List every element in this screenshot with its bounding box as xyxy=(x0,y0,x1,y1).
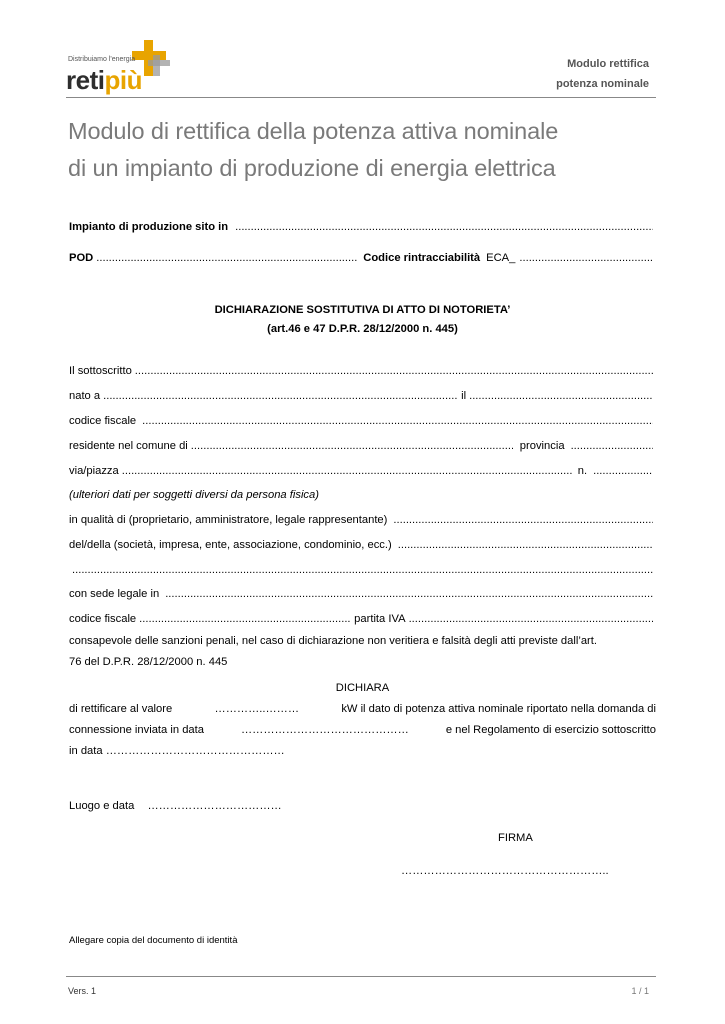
declaration-reference: (art.46 e 47 D.P.R. 28/12/2000 n. 445) xyxy=(267,323,458,335)
dichiara-text-2b: e nel Regolamento di esercizio sottoscritto xyxy=(445,724,656,736)
via-field[interactable] xyxy=(122,464,572,478)
luogo-data-field[interactable]: ……………………………… xyxy=(147,800,282,812)
partita-iva-label: partita IVA xyxy=(354,613,406,625)
sede-legale-row[interactable] xyxy=(69,585,656,601)
nato-a-label: nato a xyxy=(69,390,101,402)
dichiara-text-3a: in data xyxy=(69,745,103,757)
residente-row[interactable] xyxy=(69,437,656,453)
page-title-line-1: Modulo di rettifica della potenza attiva nominale xyxy=(68,118,559,144)
dichiara-text-2a: connessione inviata in data xyxy=(69,724,204,736)
codice-rintracciabilita-label: Codice rintracciabilità xyxy=(363,252,481,264)
allegare-note: Allegare copia del documento di identità xyxy=(69,935,238,946)
dichiara-line-2 xyxy=(69,720,656,741)
ulteriori-dati-label: (ulteriori dati per soggetti diversi da persona fisica) xyxy=(69,489,319,501)
sottoscritto-label: Il sottoscritto xyxy=(69,365,132,377)
plant-site-field[interactable] xyxy=(235,220,653,234)
codice-fiscale-field[interactable] xyxy=(142,414,653,428)
sottoscritto-row[interactable] xyxy=(69,362,656,378)
codice-fiscale-2-label: codice fiscale xyxy=(69,613,137,625)
valore-kw-field[interactable]: …………..……… xyxy=(214,703,300,715)
residente-field[interactable] xyxy=(191,439,513,453)
provincia-field[interactable] xyxy=(571,439,653,453)
qualita-row[interactable] xyxy=(69,511,656,527)
pod-label: POD xyxy=(69,252,94,264)
il-field[interactable] xyxy=(469,389,653,403)
header-doc-title-2: potenza nominale xyxy=(556,78,649,90)
luogo-data-label: Luogo e data xyxy=(69,800,135,812)
continuation-field[interactable] xyxy=(72,563,653,577)
residente-label: residente nel comune di xyxy=(69,440,188,452)
dichiara-line-1 xyxy=(69,699,656,720)
footer-page-number: 1 / 1 xyxy=(631,986,649,996)
dichiara-line-3 xyxy=(69,741,656,762)
dichiara-text-1b: kW il dato di potenza attiva nominale riportato nella domanda di xyxy=(341,703,656,715)
luogo-data-row[interactable] xyxy=(69,800,282,812)
footer-version: Vers. 1 xyxy=(68,986,97,996)
partita-iva-field[interactable] xyxy=(409,612,653,626)
numero-label: n. xyxy=(577,465,588,477)
brand-reti: reti xyxy=(66,65,105,95)
consapevole-text-1: consapevole delle sanzioni penali, nel caso di dichiarazione non veritiera e falsità degli atti previste dall’art. xyxy=(69,635,597,647)
page-title-line-2: di un impianto di produzione di energia elettrica xyxy=(68,155,556,181)
provincia-label: provincia xyxy=(519,440,565,452)
codice-fiscale-2-row[interactable] xyxy=(69,610,656,626)
sede-legale-field[interactable] xyxy=(165,587,653,601)
ulteriori-dati-note xyxy=(69,486,656,502)
eca-prefix: ECA_ xyxy=(486,252,516,264)
plant-site-row[interactable] xyxy=(69,218,656,234)
codice-fiscale-row[interactable] xyxy=(69,412,656,428)
della-row[interactable] xyxy=(69,536,656,552)
consapevole-line-2: 76 del D.P.R. 28/12/2000 n. 445 xyxy=(69,656,228,668)
footer-divider xyxy=(66,976,656,977)
brand-tagline: Distribuiamo l'energia xyxy=(68,56,136,63)
dichiara-paragraph xyxy=(69,699,656,762)
firma-field[interactable]: ……………………………………………….. xyxy=(401,865,609,877)
data-regolamento-field[interactable]: ………………………………………… xyxy=(105,745,285,757)
pod-row[interactable] xyxy=(69,249,656,265)
nato-a-field[interactable] xyxy=(103,389,458,403)
qualita-field[interactable] xyxy=(393,513,653,527)
qualita-label: in qualità di (proprietario, amministratore, legale rappresentante) xyxy=(69,514,388,526)
nato-row[interactable] xyxy=(69,387,656,403)
brand-piu: più xyxy=(104,65,142,95)
codice-fiscale-2-field[interactable] xyxy=(139,612,351,626)
dichiara-text-1a: di rettificare al valore xyxy=(69,703,173,715)
header-doc-title-1: Modulo rettifica xyxy=(567,58,649,70)
via-row[interactable] xyxy=(69,462,656,478)
codice-fiscale-label: codice fiscale xyxy=(69,415,137,427)
brand-logo-text xyxy=(66,66,142,94)
il-label: il xyxy=(461,390,467,402)
numero-field[interactable] xyxy=(593,464,653,478)
data-connessione-field[interactable]: ……………………………………… xyxy=(240,724,409,736)
declaration-heading: DICHIARAZIONE SOSTITUTIVA DI ATTO DI NOTORIETA’ xyxy=(214,304,511,316)
consapevole-line-1 xyxy=(69,631,656,652)
della-field[interactable] xyxy=(398,538,653,552)
via-label: via/piazza xyxy=(69,465,119,477)
header-divider xyxy=(66,97,656,98)
consapevole-paragraph xyxy=(69,631,656,673)
plant-site-label: Impianto di produzione sito in xyxy=(69,221,229,233)
della-label: del/della (società, impresa, ente, associazione, condominio, ecc.) xyxy=(69,539,392,551)
firma-label: FIRMA xyxy=(498,832,533,844)
dichiara-heading: DICHIARA xyxy=(335,682,390,694)
continuation-row[interactable] xyxy=(69,561,656,577)
codice-rintracciabilita-field[interactable] xyxy=(519,251,653,265)
sottoscritto-field[interactable] xyxy=(135,364,653,378)
pod-field[interactable] xyxy=(96,251,358,265)
sede-legale-label: con sede legale in xyxy=(69,588,160,600)
